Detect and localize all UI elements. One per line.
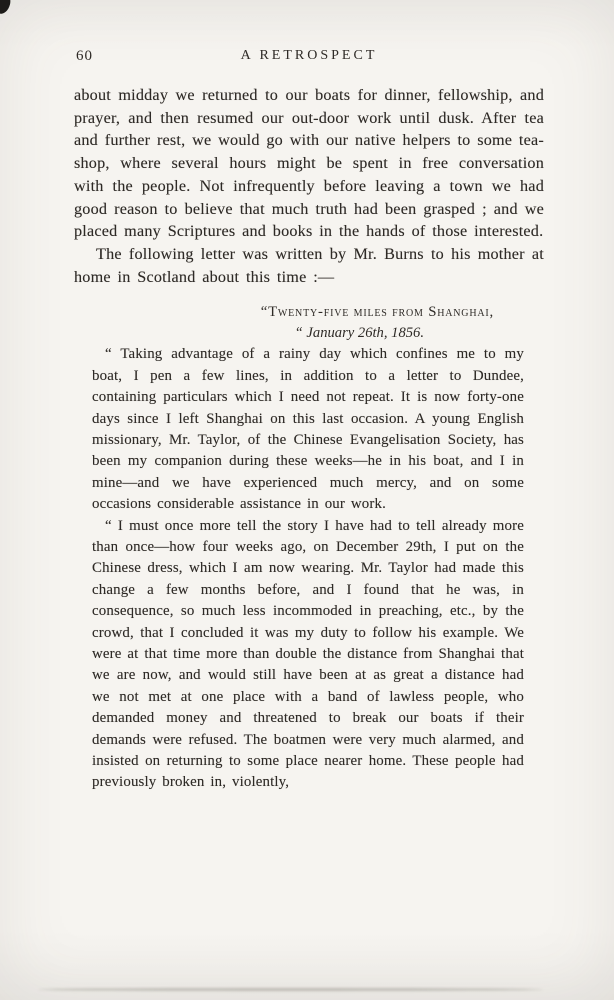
letter-paragraph-1: “ Taking advantage of a rainy day which confines me to my boat, I pen a few lines, in addition to a letter to Dundee, containing particulars which I need not repeat. It is now forty-one days since I left Shanghai on this last occasion. A young English missionary, Mr. Taylor, of the Chinese Evangelisation Society, has been my companion during these weeks—he in his boat, and I in mine—and we have experienced much mercy, and on some occasions considerable assistance in our work.: [92, 346, 524, 513]
page-number: 60: [76, 48, 93, 64]
page-header: [74, 46, 544, 66]
running-title: A RETROSPECT: [240, 48, 378, 63]
letter-block: [92, 302, 524, 794]
letter-paragraph-2: “ I must once more tell the story I have had to tell already more than once—how four weeks ago, on December 29th, I put on the Chinese dress, which I am now wearing. Mr. Taylor had made this change a few months before, and I found that he was, in consequence, so much less incommoded in preaching, etc., by the crowd, that I concluded it was my duty to follow his example. We were at that time more than double the distance from Shanghai that we are now, and would still have been at as great a distance had we not met at one place with a band of lawless people, who demanded money and threatened to break our boats if their demands were refused. The boatmen were very much alarmed, and insisted on returning to some place nearer home. These people had previously broken in, violently,: [92, 517, 524, 791]
body-paragraph-2: The following letter was written by Mr. Burns to his mother at home in Scotland about this time :—: [74, 244, 544, 286]
letter-heading-date: “ January 26th, 1856.: [294, 325, 424, 342]
page-body: [74, 84, 544, 794]
letter-heading-place: “Twenty-five miles from Shanghai,: [260, 304, 494, 321]
body-paragraph-1: about midday we returned to our boats for dinner, fellowship, and prayer, and then resumed our out-door work until dusk. After tea and further rest, we would go with our native helpers to some tea-shop, where several hours might be spent in free conversation with the people. Not infrequently before leaving a town we had good reason to believe that much truth had been grasped ; and we placed many Scriptures and books in the hands of those interested.: [74, 86, 544, 241]
scan-artifact-bottom: [38, 988, 543, 991]
